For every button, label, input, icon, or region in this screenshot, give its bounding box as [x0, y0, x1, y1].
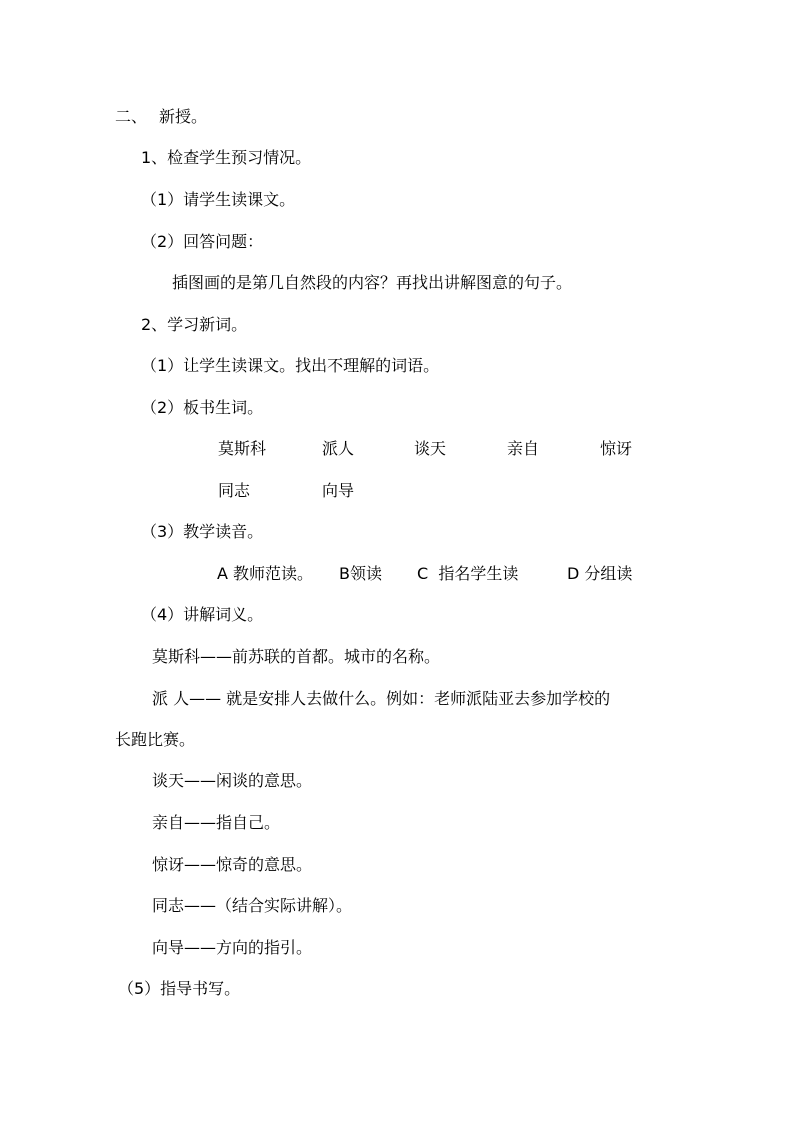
substep-pronunciation: （3）教学读音。: [141, 522, 264, 541]
vocab-word: 谈天: [414, 439, 447, 458]
vocab-word: 惊讶: [600, 439, 633, 458]
definition: 谈天——闲谈的意思。: [152, 771, 313, 790]
vocab-word: 派人: [322, 439, 355, 458]
section-title: 新授。: [159, 107, 208, 126]
substep-answer-questions: （2）回答问题：: [141, 232, 264, 251]
question-text: 插图画的是第几自然段的内容？再找出讲解图意的句子。: [172, 273, 573, 292]
reading-step: A 教师范读。: [217, 564, 314, 583]
definition: 向导——方向的指引。: [152, 938, 313, 957]
vocab-word: 莫斯科: [218, 439, 267, 458]
definition: 莫斯科——前苏联的首都。城市的名称。: [152, 647, 441, 666]
reading-step: B领读: [339, 564, 382, 583]
substep-board-words: （2）板书生词。: [141, 398, 264, 417]
substep-writing-guidance: （5）指导书写。: [118, 979, 241, 998]
section-number: 二、: [115, 107, 148, 126]
reading-step: C 指名学生读: [417, 564, 519, 583]
definition: 亲自——指自己。: [152, 813, 281, 832]
substep-explain-meaning: （4）讲解词义。: [141, 605, 264, 624]
vocab-word: 向导: [322, 481, 355, 500]
reading-step: D 分组读: [567, 564, 633, 583]
definition: 派 人—— 就是安排人去做什么。例如：老师派陆亚去参加学校的: [152, 689, 611, 708]
step-learn-words: 2、学习新词。: [141, 315, 248, 334]
definition: 同志——（结合实际讲解）。: [152, 896, 353, 915]
vocab-word: 亲自: [507, 439, 540, 458]
step-check-preview: 1、检查学生预习情况。: [141, 148, 312, 167]
substep-find-words: （1）让学生读课文。找出不理解的词语。: [141, 356, 440, 375]
section-heading: [115, 106, 207, 128]
definition-continuation: 长跑比赛。: [115, 730, 196, 749]
definition: 惊讶——惊奇的意思。: [152, 855, 313, 874]
vocab-word: 同志: [218, 481, 251, 500]
substep-read-text: （1）请学生读课文。: [141, 190, 296, 209]
